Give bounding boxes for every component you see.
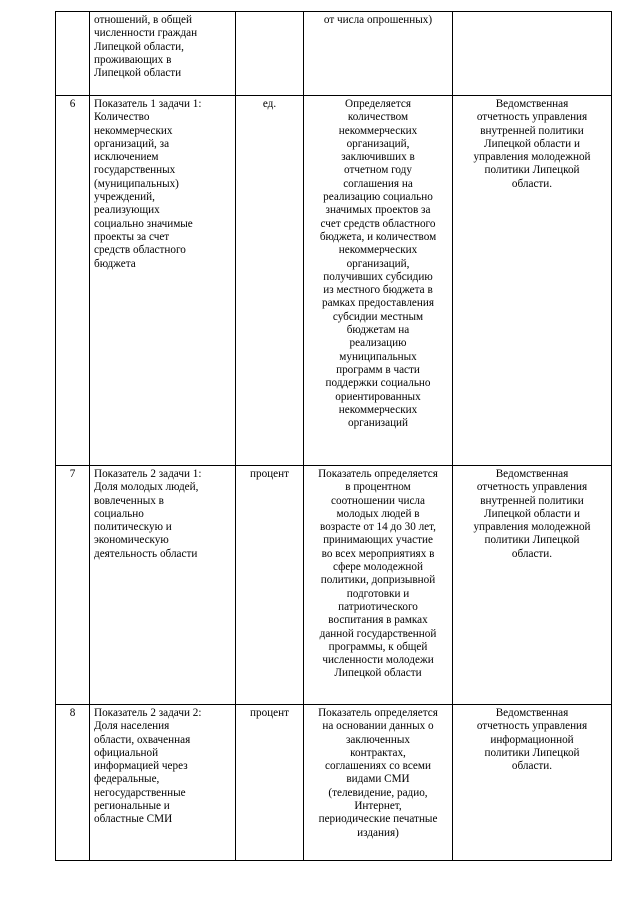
row-number-cell: [56, 466, 90, 705]
method-cell: [304, 705, 453, 861]
indicator-name-line: численности граждан: [94, 27, 198, 40]
method-line: принимающих участие: [323, 534, 433, 547]
indicator-name-cell: [90, 12, 236, 96]
source-line: управления молодежной: [473, 521, 591, 534]
row-number-cell: [56, 96, 90, 466]
source-line: информационной: [490, 733, 574, 746]
method-line: воспитания в рамках: [328, 614, 428, 627]
indicator-name-line: государственных: [94, 164, 176, 177]
method-line: Интернет,: [354, 800, 402, 813]
source-line: области.: [511, 760, 553, 773]
method-text: [308, 98, 448, 430]
method-line: поддержки социально: [325, 377, 431, 390]
method-line: некоммерческих: [338, 124, 418, 137]
method-line: некоммерческих: [338, 403, 418, 416]
method-line: соглашениях со всеми: [325, 760, 431, 773]
method-line: некоммерческих: [338, 244, 418, 257]
method-line: организаций,: [346, 137, 410, 150]
method-line: из местного бюджета в: [323, 284, 433, 297]
source-cell: [453, 466, 612, 705]
method-line: видами СМИ: [346, 773, 410, 786]
indicator-name-line: Доля молодых людей,: [94, 481, 199, 494]
indicator-name-line: политическую и: [94, 521, 172, 534]
method-line: программ в части: [336, 363, 420, 376]
source-text: [457, 468, 607, 561]
indicator-name-line: информацией через: [94, 760, 188, 773]
method-text: [308, 707, 448, 840]
indicator-name-line: некоммерческих: [94, 124, 173, 137]
source-line: Ведомственная: [495, 707, 569, 719]
method-line: программы, к общей: [328, 640, 428, 653]
row-number-cell: [56, 705, 90, 861]
source-line: Ведомственная: [495, 468, 569, 480]
indicator-name-line: федеральные,: [94, 773, 160, 786]
method-cell: [304, 466, 453, 705]
method-line: во всех мероприятиях в: [321, 547, 435, 560]
indicator-name-line: организаций, за: [94, 137, 170, 150]
indicator-name-line: негосударственные: [94, 786, 186, 799]
row-number: 6: [69, 98, 76, 110]
source-line: политики Липецкой: [484, 534, 580, 547]
table-row: [56, 466, 612, 705]
method-line: в процентном: [345, 481, 411, 494]
method-line: периодические печатные: [318, 813, 438, 826]
indicator-name-line: официальной: [94, 746, 159, 759]
method-line: значимых проектов за: [325, 204, 431, 217]
indicator-name-text: [94, 468, 231, 561]
method-cell: [304, 12, 453, 96]
source-text: [457, 98, 607, 191]
indicator-name-line: социально значимые: [94, 217, 193, 230]
method-line: отчетном году: [344, 164, 412, 177]
method-line: патриотического: [338, 600, 418, 613]
source-text: [457, 707, 607, 773]
method-line: издания): [357, 826, 399, 839]
row-number: 7: [69, 468, 76, 480]
indicator-name-line: региональные и: [94, 800, 170, 813]
row-number: 8: [69, 707, 76, 719]
method-line: получивших субсидию: [323, 270, 433, 283]
method-line: заключивших в: [341, 151, 415, 164]
source-line: Липецкой области и: [484, 507, 580, 520]
indicator-name-line: Показатель 1 задачи 1:: [94, 98, 202, 110]
indicator-name-line: проекты за счет: [94, 230, 170, 243]
method-line: бюджета, и количеством: [319, 230, 437, 243]
method-line: счет средств областного: [320, 217, 436, 230]
method-line: контрактах,: [350, 746, 406, 759]
table-row: [56, 12, 612, 96]
source-cell: [453, 705, 612, 861]
method-line: Определяется: [345, 98, 411, 110]
row-number-cell: [56, 12, 90, 96]
method-line: Липецкой области: [334, 667, 422, 680]
method-line: на основании данных о: [322, 720, 434, 733]
indicator-name-text: [94, 98, 231, 271]
unit-cell: [236, 466, 304, 705]
method-line: подготовки и: [346, 587, 410, 600]
indicator-name-line: Количество: [94, 111, 150, 124]
method-line: субсидии местным: [332, 310, 424, 323]
method-line: Показатель определяется: [318, 468, 438, 480]
source-line: области.: [511, 547, 553, 560]
indicator-name-line: исключением: [94, 151, 159, 164]
indicator-name-line: отношений, в общей: [94, 14, 192, 26]
indicator-name-line: вовлеченных в: [94, 494, 164, 507]
indicator-name-line: экономическую: [94, 534, 169, 547]
source-line: Ведомственная: [495, 98, 569, 110]
method-line: реализацию: [349, 337, 407, 350]
method-line: политики, допризывной: [320, 574, 436, 587]
method-text: [308, 468, 448, 681]
method-line: количеством: [347, 111, 409, 124]
indicator-name-line: деятельность области: [94, 547, 198, 560]
unit-value: ед.: [262, 98, 277, 110]
source-line: политики Липецкой: [484, 164, 580, 177]
indicator-name-line: Липецкой области: [94, 67, 182, 80]
indicator-name-line: учреждений,: [94, 191, 155, 204]
indicator-name-line: средств областного: [94, 244, 186, 257]
indicators-table: [55, 11, 612, 861]
indicator-name-line: Липецкой области,: [94, 40, 184, 53]
source-cell: [453, 96, 612, 466]
method-line: сфере молодежной: [332, 561, 423, 574]
method-line: соглашения на: [343, 177, 413, 190]
indicator-name-line: социально: [94, 507, 144, 520]
method-line: муниципальных: [339, 350, 417, 363]
table-row: [56, 96, 612, 466]
indicator-name-line: области, охваченная: [94, 733, 191, 746]
method-line: ориентированных: [335, 390, 421, 403]
method-line: бюджетам на: [346, 324, 410, 337]
method-line: заключенных: [345, 733, 410, 746]
source-line: политики Липецкой: [484, 746, 580, 759]
indicator-name-line: реализующих: [94, 204, 160, 217]
method-line: возрасте от 14 до 30 лет,: [320, 521, 436, 534]
indicator-name-line: (муниципальных): [94, 177, 179, 190]
unit-value: процент: [249, 707, 289, 719]
indicator-name-line: Показатель 2 задачи 1:: [94, 468, 202, 480]
method-line: данной государственной: [319, 627, 437, 640]
indicator-name-text: [94, 14, 231, 80]
method-text: [308, 14, 448, 27]
method-line: реализацию социально: [323, 191, 433, 204]
indicator-name-text: [94, 707, 231, 827]
indicator-name-line: бюджета: [94, 257, 136, 270]
method-line: рамках предоставления: [322, 297, 434, 310]
table-row: [56, 705, 612, 861]
method-line: организаций,: [346, 257, 410, 270]
unit-value: процент: [249, 468, 289, 480]
source-line: отчетность управления: [476, 481, 588, 494]
method-line: численности молодежи: [322, 654, 434, 667]
source-line: отчетность управления: [476, 111, 588, 124]
method-line: (телевидение, радио,: [328, 786, 428, 799]
method-line: организаций: [347, 417, 409, 430]
source-line: отчетность управления: [476, 720, 588, 733]
source-line: управления молодежной: [473, 151, 591, 164]
source-line: области.: [511, 177, 553, 190]
indicator-name-line: проживающих в: [94, 53, 172, 66]
unit-cell: [236, 705, 304, 861]
source-cell: [453, 12, 612, 96]
method-line: соотношении числа: [331, 494, 425, 507]
source-line: внутренней политики: [480, 494, 584, 507]
indicator-name-cell: [90, 705, 236, 861]
indicator-name-cell: [90, 466, 236, 705]
indicator-name-cell: [90, 96, 236, 466]
unit-cell: [236, 12, 304, 96]
indicator-name-line: Доля населения: [94, 720, 170, 733]
method-line: молодых людей в: [336, 507, 420, 520]
indicator-name-line: областные СМИ: [94, 813, 173, 826]
source-line: внутренней политики: [480, 124, 584, 137]
method-cell: [304, 96, 453, 466]
source-line: Липецкой области и: [484, 137, 580, 150]
method-line: от числа опрошенных): [323, 14, 433, 26]
method-line: Показатель определяется: [318, 707, 438, 719]
unit-cell: [236, 96, 304, 466]
table-body: [56, 12, 612, 861]
indicator-name-line: Показатель 2 задачи 2:: [94, 707, 202, 719]
